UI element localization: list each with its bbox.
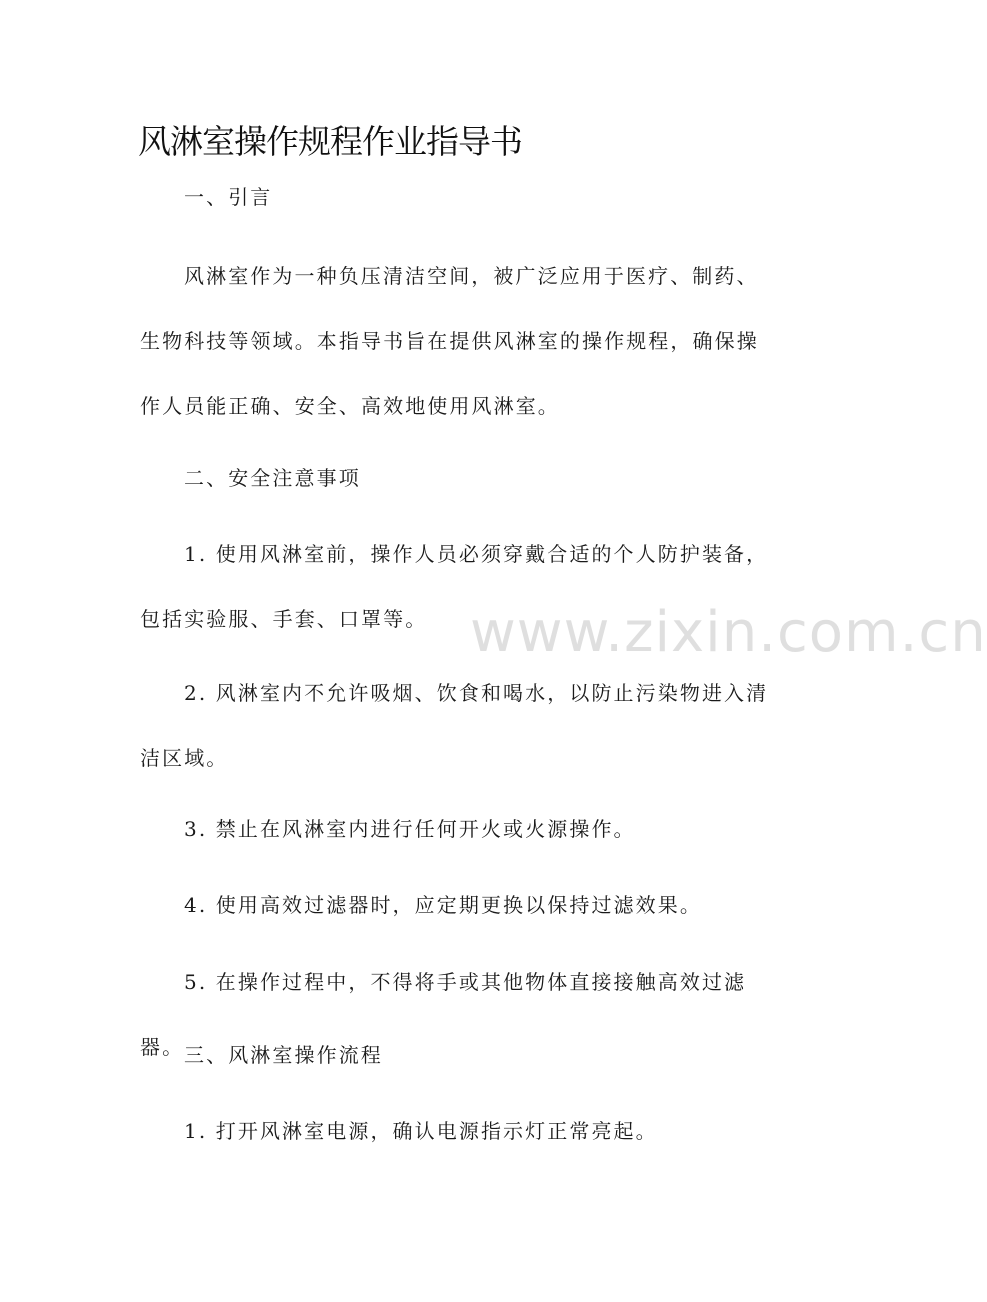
heading-safety-notes: 二、安全注意事项 xyxy=(184,466,361,490)
heading-operation-procedure: 三、风淋室操作流程 xyxy=(184,1043,383,1067)
safety-item-1: 1. 使用风淋室前，操作人员必须穿戴合适的个人防护装备，包括实验服、手套、口罩等。 xyxy=(140,542,769,631)
paragraph-introduction: 风淋室作为一种负压清洁空间，被广泛应用于医疗、制药、生物科技等领域。本指导书旨在提供风淋室的操作规程，确保操作人员能正确、安全、高效地使用风淋室。 xyxy=(140,264,759,418)
watermark: www.zixin.com.cn xyxy=(470,600,987,665)
procedure-step-1: 1. 打开风淋室电源，确认电源指示灯正常亮起。 xyxy=(184,1119,658,1143)
safety-item-2: 2. 风淋室内不允许吸烟、饮食和喝水，以防止污染物进入清洁区域。 xyxy=(140,681,769,770)
document-title: 风淋室操作规程作业指导书 xyxy=(138,122,522,161)
heading-introduction: 一、引言 xyxy=(184,185,273,209)
safety-item-4: 4. 使用高效过滤器时，应定期更换以保持过滤效果。 xyxy=(184,893,702,917)
safety-item-3: 3. 禁止在风淋室内进行任何开火或火源操作。 xyxy=(184,817,636,841)
safety-item-5: 5. 在操作过程中，不得将手或其他物体直接接触高效过滤器。 xyxy=(140,970,747,1059)
